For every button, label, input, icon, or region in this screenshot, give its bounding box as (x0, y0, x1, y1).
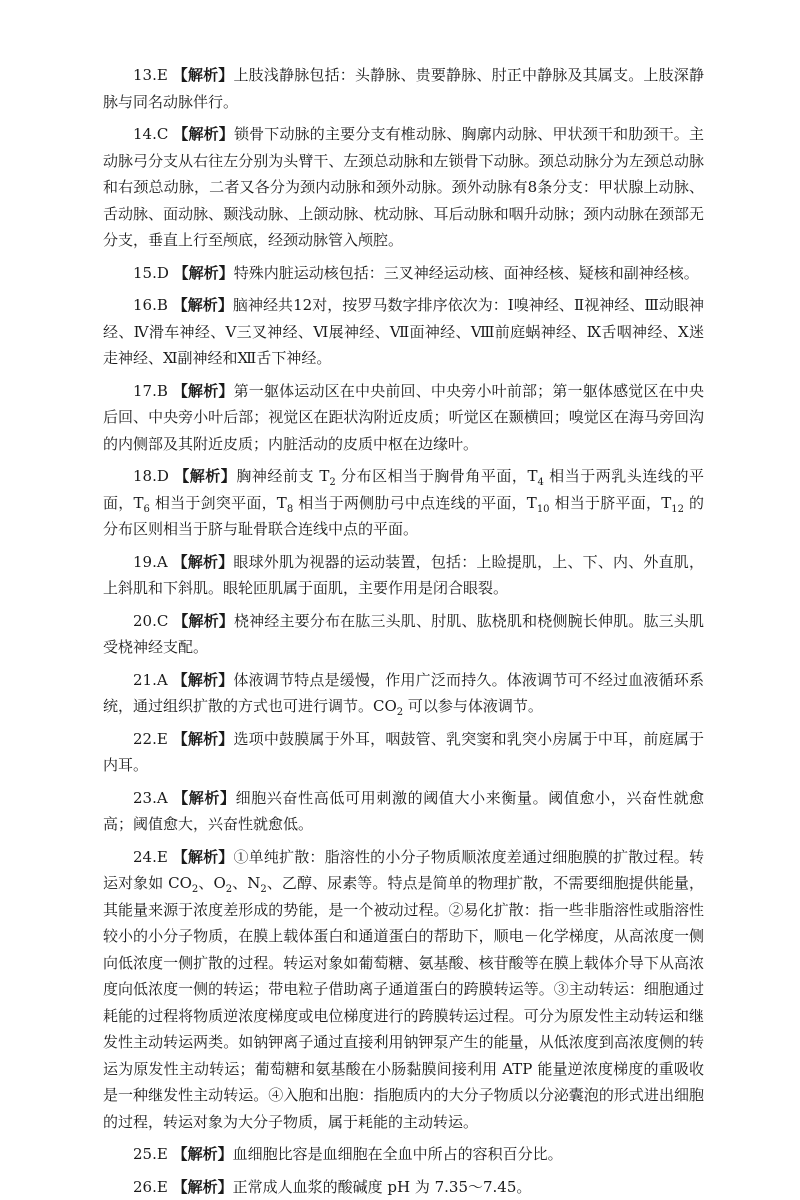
analysis-tag: 【解析】 (173, 671, 234, 689)
answer-item (103, 463, 704, 543)
subscript: 2 (397, 707, 403, 718)
analysis-tag: 【解析】 (173, 125, 234, 143)
subscript: 2 (192, 884, 198, 895)
answer-number: 18.D (133, 467, 169, 485)
analysis-tag: 【解析】 (173, 553, 234, 571)
analysis-text: 相当于两侧肋弓中点连线的平面，T (293, 494, 537, 512)
analysis-text: 特殊内脏运动核包括：三叉神经运动核、面神经核、疑核和副神经核。 (234, 264, 699, 282)
analysis-text: 眼球外肌为视器的运动装置，包括：上睑提肌，上、下、内、外直肌，上斜肌和下斜肌。眼轮匝肌属于面肌，主要作用是闭合眼裂。 (103, 553, 704, 598)
answer-number: 21.A (133, 671, 168, 689)
analysis-text: 可以参与体液调节。 (403, 697, 543, 715)
analysis-text: 相当于脐平面，T (550, 494, 672, 512)
answer-number: 19.A (133, 553, 168, 571)
analysis-tag: 【解析】 (173, 730, 234, 748)
answer-item (103, 121, 704, 254)
subscript: 4 (537, 477, 543, 488)
subscript: 2 (260, 884, 266, 895)
analysis-text: 桡神经主要分布在肱三头肌、肘肌、肱桡肌和桡侧腕长伸肌。肱三头肌受桡神经支配。 (103, 612, 704, 657)
answer-number: 24.E (133, 848, 168, 866)
analysis-text: 、N (232, 874, 260, 892)
analysis-text: 的分布区则相当于脐与耻骨联合连线中点的平面。 (103, 494, 704, 539)
answer-item (103, 292, 704, 372)
analysis-text: 血细胞比容是血细胞在全血中所占的容积百分比。 (233, 1145, 563, 1163)
analysis-text: 锁骨下动脉的主要分支有椎动脉、胸廓内动脉、甲状颈干和肋颈干。主动脉弓分支从右往左分别为头臂干、左颈总动脉和左锁骨下动脉。颈总动脉分为左颈总动脉和右颈总动脉，二者又各分为颈内动脉和颈外动脉。颈外动脉有8条分支：甲状腺上动脉、舌动脉、面动脉、颞浅动脉、上颌动脉、枕动脉、耳后动脉和咽升动脉；颈内动脉在颈部无分支，垂直上行至颅底，经颈动脉管入颅腔。 (103, 125, 704, 249)
analysis-text: 、O (198, 874, 225, 892)
analysis-text: 分布区相当于胸骨角平面，T (336, 467, 538, 485)
answer-item (103, 378, 704, 458)
answer-item (103, 62, 704, 115)
subscript: 12 (671, 504, 684, 515)
answer-number: 16.B (133, 296, 168, 314)
subscript: 2 (226, 884, 232, 895)
answer-item (103, 667, 704, 720)
answer-item (103, 260, 704, 287)
analysis-text: 相当于剑突平面，T (150, 494, 287, 512)
analysis-tag: 【解析】 (173, 382, 234, 400)
analysis-text: 相当于两乳头连线的平面，T (103, 467, 704, 512)
answer-number: 25.E (133, 1145, 168, 1163)
analysis-text: 第一躯体运动区在中央前回、中央旁小叶前部；第一躯体感觉区在中央后回、中央旁小叶后部；视觉区在距状沟附近皮质；听觉区在颞横回；嗅觉区在海马旁回沟的内侧部及其附近皮质；内脏活动的皮质中枢在边缘叶。 (103, 382, 704, 453)
subscript: 2 (329, 477, 335, 488)
answer-item (103, 608, 704, 661)
analysis-text: 上肢浅静脉包括：头静脉、贵要静脉、肘正中静脉及其属支。上肢深静脉与同名动脉伴行。 (103, 66, 704, 111)
analysis-tag: 【解析】 (173, 1178, 233, 1196)
answer-number: 26.E (133, 1178, 168, 1196)
analysis-text: ①单纯扩散：脂溶性的小分子物质顺浓度差通过细胞膜的扩散过程。转运对象如 CO (103, 848, 704, 893)
analysis-tag: 【解析】 (173, 1145, 233, 1163)
answer-number: 22.E (133, 730, 168, 748)
answer-item (103, 785, 704, 838)
analysis-text: 选项中鼓膜属于外耳，咽鼓管、乳突窦和乳突小房属于中耳，前庭属于内耳。 (103, 730, 704, 775)
analysis-text: 正常成人血浆的酸碱度 pH 为 7.35～7.45。 (233, 1178, 532, 1196)
analysis-text: 脑神经共12对，按罗马数字排序依次为：Ⅰ嗅神经、Ⅱ视神经、Ⅲ动眼神经、Ⅳ滑车神经、Ⅴ三叉神经、Ⅵ展神经、Ⅶ面神经、Ⅷ前庭蜗神经、Ⅸ舌咽神经、Ⅹ迷走神经、Ⅺ副神经和Ⅻ舌下神经。 (103, 296, 704, 367)
analysis-text: 胸神经前支 T (236, 467, 329, 485)
analysis-text: 细胞兴奋性高低可用刺激的阈值大小来衡量。阈值愈小，兴奋性就愈高；阈值愈大，兴奋性就愈低。 (103, 789, 704, 834)
analysis-tag: 【解析】 (173, 296, 233, 314)
answer-item (103, 1174, 704, 1200)
analysis-tag: 【解析】 (173, 848, 234, 866)
answer-number: 14.C (133, 125, 168, 143)
answer-number: 17.B (133, 382, 168, 400)
answer-number: 20.C (133, 612, 168, 630)
answer-list (103, 62, 704, 1200)
answer-number: 15.D (133, 264, 169, 282)
analysis-text: 体液调节特点是缓慢，作用广泛而持久。体液调节可不经过血液循环系统，通过组织扩散的方式也可进行调节。CO (103, 671, 704, 716)
answer-item (103, 844, 704, 1136)
answer-number: 13.E (133, 66, 168, 84)
analysis-tag: 【解析】 (174, 467, 236, 485)
answer-item (103, 549, 704, 602)
analysis-tag: 【解析】 (173, 612, 234, 630)
analysis-text: 、乙醇、尿素等。特点是简单的物理扩散，不需要细胞提供能量，其能量来源于浓度差形成的势能，是一个被动过程。②易化扩散：指一些非脂溶性或脂溶性较小的小分子物质，在膜上载体蛋白和通道蛋白的帮助下，顺电－化学梯度，从高浓度一侧向低浓度一侧扩散的过程。转运对象如葡萄糖、氨基酸、核苷酸等在膜上载体介导下从高浓度向低浓度一侧的转运；带电粒子借助离子通道蛋白的跨膜转运等。③主动转运：细胞通过耗能的过程将物质逆浓度梯度或电位梯度进行的跨膜转运过程。可分为原发性主动转运和继发性主动转运两类。如钠钾离子通过直接利用钠钾泵产生的能量，从低浓度到高浓度侧的转运为原发性主动转运；葡萄糖和氨基酸在小肠黏膜间接利用 ATP 能量逆浓度梯度的重吸收是一种继发性主动转运。④入胞和出胞：指胞质内的大分子物质以分泌囊泡的形式进出细胞的过程，转运对象为大分子物质，属于耗能的主动转运。 (103, 874, 704, 1131)
answer-number: 23.A (133, 789, 168, 807)
subscript: 8 (287, 504, 293, 515)
analysis-tag: 【解析】 (173, 66, 234, 84)
analysis-tag: 【解析】 (173, 789, 236, 807)
subscript: 10 (537, 504, 550, 515)
analysis-tag: 【解析】 (174, 264, 234, 282)
subscript: 6 (144, 504, 150, 515)
answer-item (103, 726, 704, 779)
